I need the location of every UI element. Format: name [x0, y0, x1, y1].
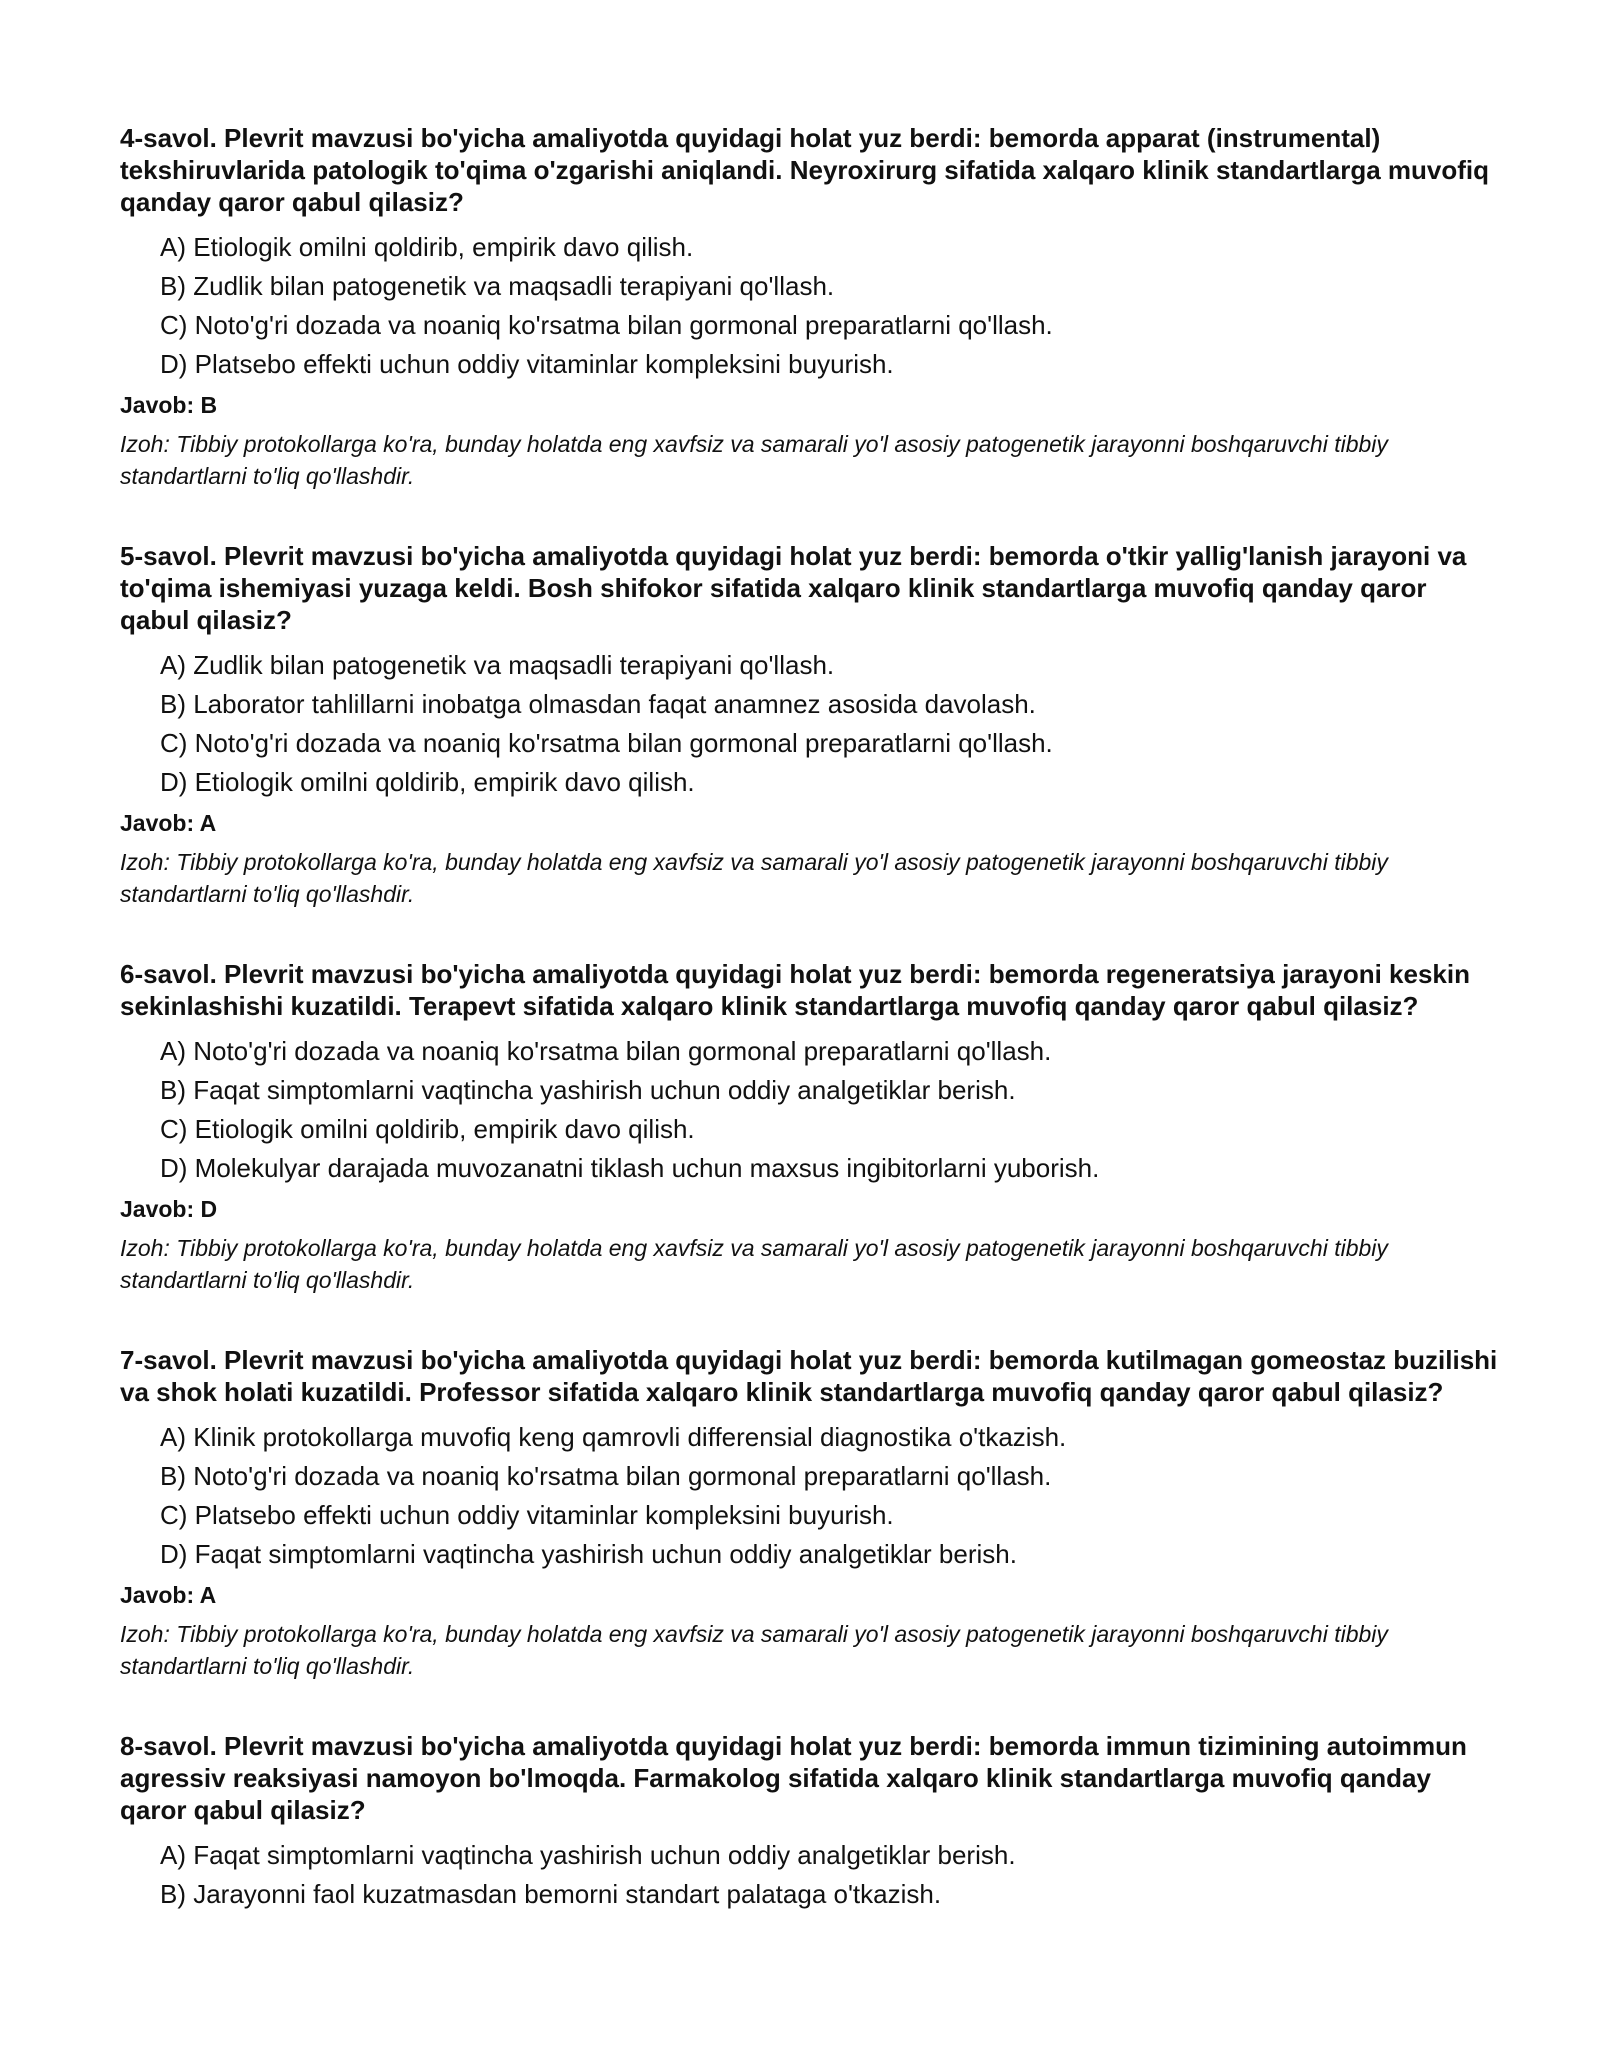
option-d: D) Molekulyar darajada muvozanatni tiklash uchun maxsus ingibitorlarni yuborish.	[160, 1153, 1100, 1183]
explanation-note: Izoh: Tibbiy protokollarga ko'ra, bunday holatda eng xavfsiz va samarali yo'l asosiy patogenetik jarayonni boshqaruvchi tibbiy standartlarni to'liq qo'llashdir.	[120, 1621, 1388, 1679]
question-block	[120, 1730, 1500, 1914]
option-b: B) Noto'g'ri dozada va noaniq ko'rsatma bilan gormonal preparatlarni qo'llash.	[160, 1461, 1052, 1491]
answer-options	[120, 228, 1500, 384]
option-d: D) Faqat simptomlarni vaqtincha yashirish uchun oddiy analgetiklar berish.	[160, 1539, 1017, 1569]
document-page	[120, 122, 1500, 1962]
option-a: A) Noto'g'ri dozada va noaniq ko'rsatma bilan gormonal preparatlarni qo'llash.	[160, 1036, 1052, 1066]
answer-options	[120, 1836, 1500, 1914]
question-title: 4-savol. Plevrit mavzusi bo'yicha amaliyotda quyidagi holat yuz berdi: bemorda apparat (instrumental) tekshiruvlarida patologik to'qima o'zgarishi aniqlandi. Neyroxirurg sifatida xalqaro klinik standartlarga muvofiq qanday qaror qabul qilasiz?	[120, 123, 1490, 217]
question-title: 8-savol. Plevrit mavzusi bo'yicha amaliyotda quyidagi holat yuz berdi: bemorda immun tizimining autoimmun agressiv reaksiyasi namoyon bo'lmoqda. Farmakolog sifatida xalqaro klinik standartlarga muvofiq qanday qaror qabul qilasiz?	[120, 1731, 1467, 1825]
option-a: A) Zudlik bilan patogenetik va maqsadli terapiyani qo'llash.	[160, 650, 835, 680]
option-c: C) Platsebo effekti uchun oddiy vitaminlar kompleksini buyurish.	[160, 1500, 894, 1530]
option-b: B) Faqat simptomlarni vaqtincha yashirish uchun oddiy analgetiklar berish.	[160, 1075, 1016, 1105]
question-block	[120, 958, 1500, 1296]
option-a: A) Faqat simptomlarni vaqtincha yashirish uchun oddiy analgetiklar berish.	[160, 1840, 1016, 1870]
option-c: C) Noto'g'ri dozada va noaniq ko'rsatma bilan gormonal preparatlarni qo'llash.	[160, 310, 1053, 340]
option-a: A) Klinik protokollarga muvofiq keng qamrovli differensial diagnostika o'tkazish.	[160, 1422, 1067, 1452]
question-block	[120, 1344, 1500, 1682]
option-a: A) Etiologik omilni qoldirib, empirik davo qilish.	[160, 232, 694, 262]
question-title: 6-savol. Plevrit mavzusi bo'yicha amaliyotda quyidagi holat yuz berdi: bemorda regeneratsiya jarayoni keskin sekinlashishi kuzatildi. Terapevt sifatida xalqaro klinik standartlarga muvofiq qanday qaror qabul qilasiz?	[120, 959, 1470, 1021]
answer-key: Javob: B	[120, 392, 218, 418]
option-d: D) Platsebo effekti uchun oddiy vitaminlar kompleksini buyurish.	[160, 349, 894, 379]
answer-key: Javob: D	[120, 1196, 218, 1222]
explanation-note: Izoh: Tibbiy protokollarga ko'ra, bunday holatda eng xavfsiz va samarali yo'l asosiy patogenetik jarayonni boshqaruvchi tibbiy standartlarni to'liq qo'llashdir.	[120, 431, 1388, 489]
answer-key: Javob: A	[120, 1582, 217, 1608]
answer-options	[120, 646, 1500, 802]
explanation-note: Izoh: Tibbiy protokollarga ko'ra, bunday holatda eng xavfsiz va samarali yo'l asosiy patogenetik jarayonni boshqaruvchi tibbiy standartlarni to'liq qo'llashdir.	[120, 849, 1388, 907]
question-title: 7-savol. Plevrit mavzusi bo'yicha amaliyotda quyidagi holat yuz berdi: bemorda kutilmagan gomeostaz buzilishi va shok holati kuzatildi. Professor sifatida xalqaro klinik standartlarga muvofiq qanday qaror qabul qilasiz?	[120, 1345, 1498, 1407]
option-b: B) Zudlik bilan patogenetik va maqsadli terapiyani qo'llash.	[160, 271, 835, 301]
answer-options	[120, 1418, 1500, 1574]
option-d: D) Etiologik omilni qoldirib, empirik davo qilish.	[160, 767, 695, 797]
question-title: 5-savol. Plevrit mavzusi bo'yicha amaliyotda quyidagi holat yuz berdi: bemorda o'tkir yallig'lanish jarayoni va to'qima ishemiyasi yuzaga keldi. Bosh shifokor sifatida xalqaro klinik standartlarga muvofiq qanday qaror qabul qilasiz?	[120, 541, 1467, 635]
answer-options	[120, 1032, 1500, 1188]
option-c: C) Noto'g'ri dozada va noaniq ko'rsatma bilan gormonal preparatlarni qo'llash.	[160, 728, 1053, 758]
answer-key: Javob: A	[120, 810, 217, 836]
question-block	[120, 122, 1500, 492]
option-b: B) Laborator tahlillarni inobatga olmasdan faqat anamnez asosida davolash.	[160, 689, 1036, 719]
option-b: B) Jarayonni faol kuzatmasdan bemorni standart palataga o'tkazish.	[160, 1879, 942, 1909]
option-c: C) Etiologik omilni qoldirib, empirik davo qilish.	[160, 1114, 695, 1144]
explanation-note: Izoh: Tibbiy protokollarga ko'ra, bunday holatda eng xavfsiz va samarali yo'l asosiy patogenetik jarayonni boshqaruvchi tibbiy standartlarni to'liq qo'llashdir.	[120, 1235, 1388, 1293]
question-block	[120, 540, 1500, 910]
